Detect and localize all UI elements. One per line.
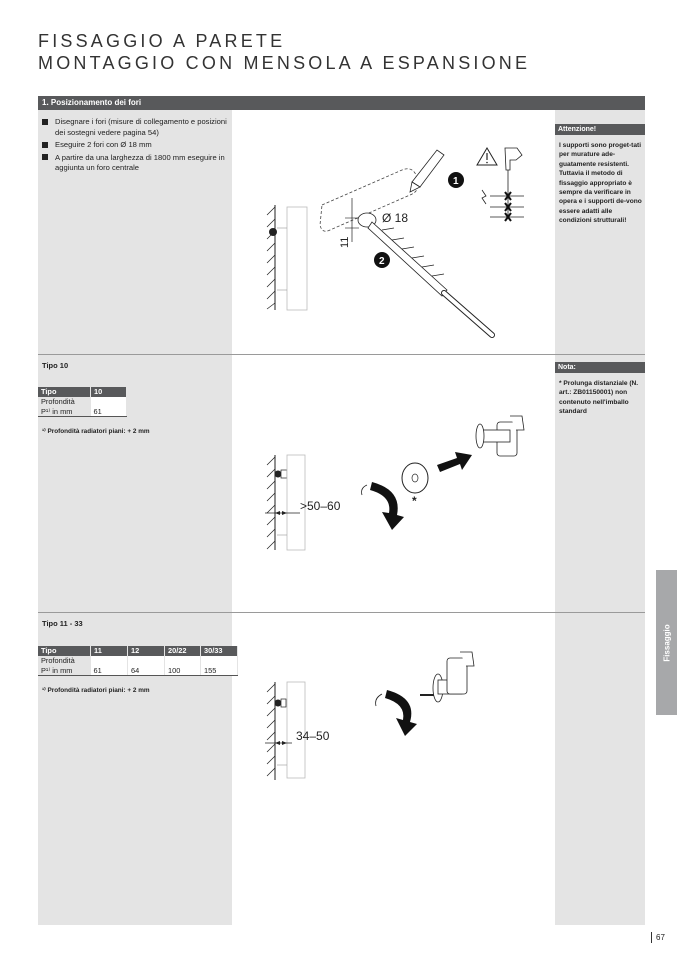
rotate-arrow-icon bbox=[376, 690, 417, 736]
instruction-list bbox=[42, 117, 232, 176]
mounting-bolt-icon bbox=[269, 228, 277, 236]
table-cell: 64 bbox=[128, 666, 165, 676]
type-11-33-mounting-diagram bbox=[232, 640, 555, 785]
section-header: 1. Posizionamento dei fori bbox=[38, 96, 645, 110]
row-label: Profondità bbox=[41, 397, 75, 406]
footnote: ¹⁾ Profondità radiatori piani: + 2 mm bbox=[42, 428, 150, 435]
warning-triangle-icon bbox=[477, 148, 497, 165]
table-header-cell: 20/22 bbox=[165, 646, 201, 656]
section-divider bbox=[38, 354, 645, 355]
drilling-diagram bbox=[232, 110, 555, 355]
svg-text:2: 2 bbox=[379, 256, 385, 267]
bracket-icon bbox=[420, 652, 474, 702]
warning-note-text: I supporti sono proget-tati per murature ade-guatamente resistenti. Tuttavia il metodo di fissaggio appropriato è sempre da verificare in opera e i supporti de-vono essere adatti alle condizioni strutturali! bbox=[559, 142, 642, 225]
instruction-item: Disegnare i fori (misure di collegamento e posizioni dei sostegni vedere pagina 54) bbox=[42, 117, 232, 138]
table-header-cell: 10 bbox=[91, 387, 127, 397]
table-header-cell: 11 bbox=[91, 646, 128, 656]
rotate-arrow-icon bbox=[362, 482, 404, 530]
svg-text:1: 1 bbox=[453, 176, 459, 187]
bracket-icon bbox=[476, 416, 524, 456]
table-cell: 61 bbox=[91, 666, 128, 676]
drill-bit-icon bbox=[368, 222, 492, 335]
instruction-item: Eseguire 2 fori con Ø 18 mm bbox=[42, 140, 232, 151]
table-cell: 61 bbox=[91, 407, 127, 417]
section-divider bbox=[38, 612, 645, 613]
table-header-cell: 12 bbox=[128, 646, 165, 656]
type-11-33-label: Tipo 11 - 33 bbox=[42, 619, 83, 628]
height-dimension-label: 11 bbox=[339, 236, 351, 248]
page-title-line1: FISSAGGIO A PARETE bbox=[38, 31, 286, 51]
distance-label: >50–60 bbox=[300, 499, 341, 513]
chapter-tab-label: Fissaggio bbox=[662, 623, 671, 662]
type-10-table bbox=[38, 387, 127, 417]
push-arrow-icon bbox=[437, 452, 472, 472]
type-10-mounting-diagram bbox=[232, 400, 555, 560]
table-header-cell: 30/33 bbox=[201, 646, 238, 656]
row-label: P¹⁾ in mm bbox=[38, 407, 91, 417]
instruction-item: A partire da una larghezza di 1800 mm eseguire in aggiunta un foro centrale bbox=[42, 153, 232, 174]
extension-asterisk: * bbox=[412, 494, 417, 508]
row-label: Profondità bbox=[41, 656, 75, 665]
footnote: ¹⁾ Profondità radiatori piani: + 2 mm bbox=[42, 687, 150, 694]
type-10-label: Tipo 10 bbox=[42, 361, 69, 370]
table-header-cell: Tipo bbox=[38, 387, 91, 397]
table-cell: 100 bbox=[165, 666, 201, 676]
chapter-tab[interactable] bbox=[656, 570, 677, 715]
page-title-line2: MONTAGGIO CON MENSOLA A ESPANSIONE bbox=[38, 53, 531, 73]
row-label: P¹⁾ in mm bbox=[38, 666, 91, 676]
type-11-33-table bbox=[38, 646, 238, 676]
note-text: * Prolunga distanziale (N. art.: ZB01150001) non contenuto nell'imballo standard bbox=[559, 380, 639, 416]
diameter-label: Ø 18 bbox=[382, 211, 409, 225]
distance-label: 34–50 bbox=[296, 729, 330, 743]
note-title: Nota: bbox=[555, 362, 645, 373]
warning-note-title: Attenzione! bbox=[555, 124, 645, 135]
pencil-icon bbox=[410, 150, 444, 192]
left-column bbox=[38, 96, 232, 925]
table-header-cell: Tipo bbox=[38, 646, 91, 656]
page-number: 67 bbox=[651, 932, 665, 943]
table-cell: 155 bbox=[201, 666, 238, 676]
